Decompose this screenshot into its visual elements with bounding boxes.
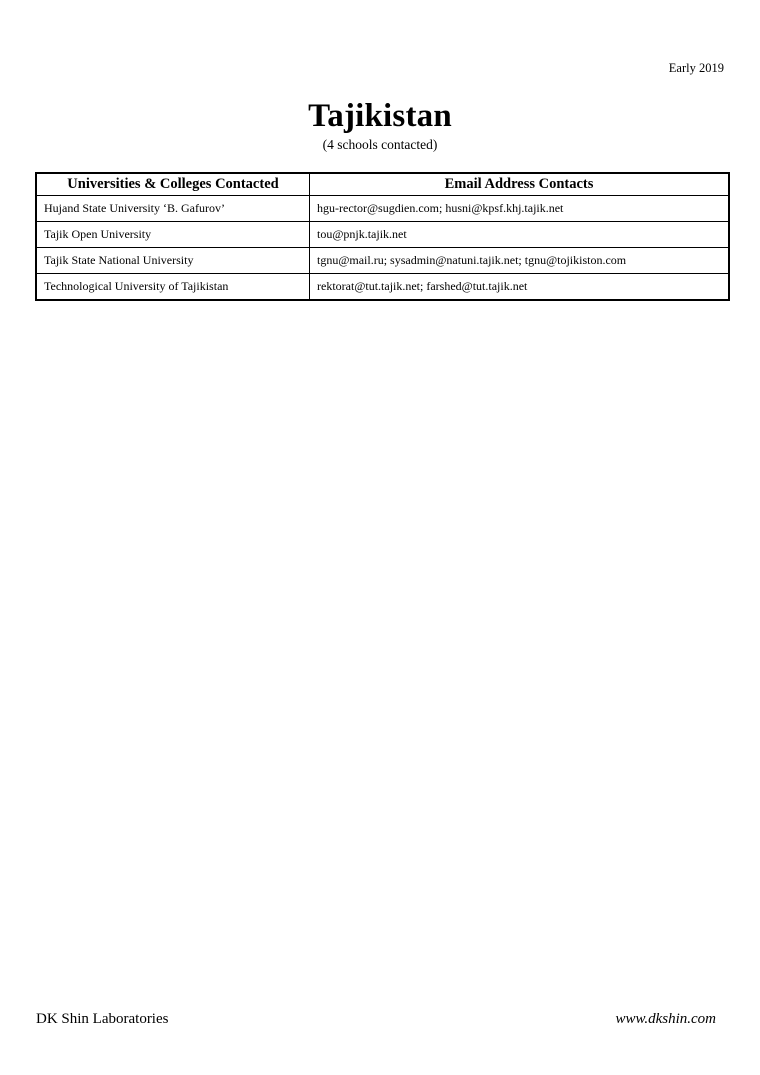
footer-organization: DK Shin Laboratories	[36, 1011, 169, 1027]
table-header-row	[36, 173, 729, 196]
column-header-email: Email Address Contacts	[310, 173, 730, 196]
table-row	[36, 248, 729, 274]
email-contacts: tou@pnjk.tajik.net	[310, 222, 730, 248]
document-date: Early 2019	[668, 61, 724, 75]
column-header-institution: Universities & Colleges Contacted	[36, 173, 310, 196]
institution-name: Hujand State University ‘B. Gafurov’	[36, 196, 310, 222]
page-title: Tajikistan	[308, 98, 452, 134]
table-row	[36, 274, 729, 301]
contacts-table	[35, 172, 730, 301]
footer-website: www.dkshin.com	[615, 1011, 716, 1027]
table-row	[36, 196, 729, 222]
institution-name: Tajik Open University	[36, 222, 310, 248]
table-row	[36, 222, 729, 248]
email-contacts: rektorat@tut.tajik.net; farshed@tut.tajik.net	[310, 274, 730, 301]
page-subtitle: (4 schools contacted)	[322, 137, 438, 152]
institution-name: Technological University of Tajikistan	[36, 274, 310, 301]
institution-name: Tajik State National University	[36, 248, 310, 274]
email-contacts: hgu-rector@sugdien.com; husni@kpsf.khj.tajik.net	[310, 196, 730, 222]
email-contacts: tgnu@mail.ru; sysadmin@natuni.tajik.net; tgnu@tojikiston.com	[310, 248, 730, 274]
